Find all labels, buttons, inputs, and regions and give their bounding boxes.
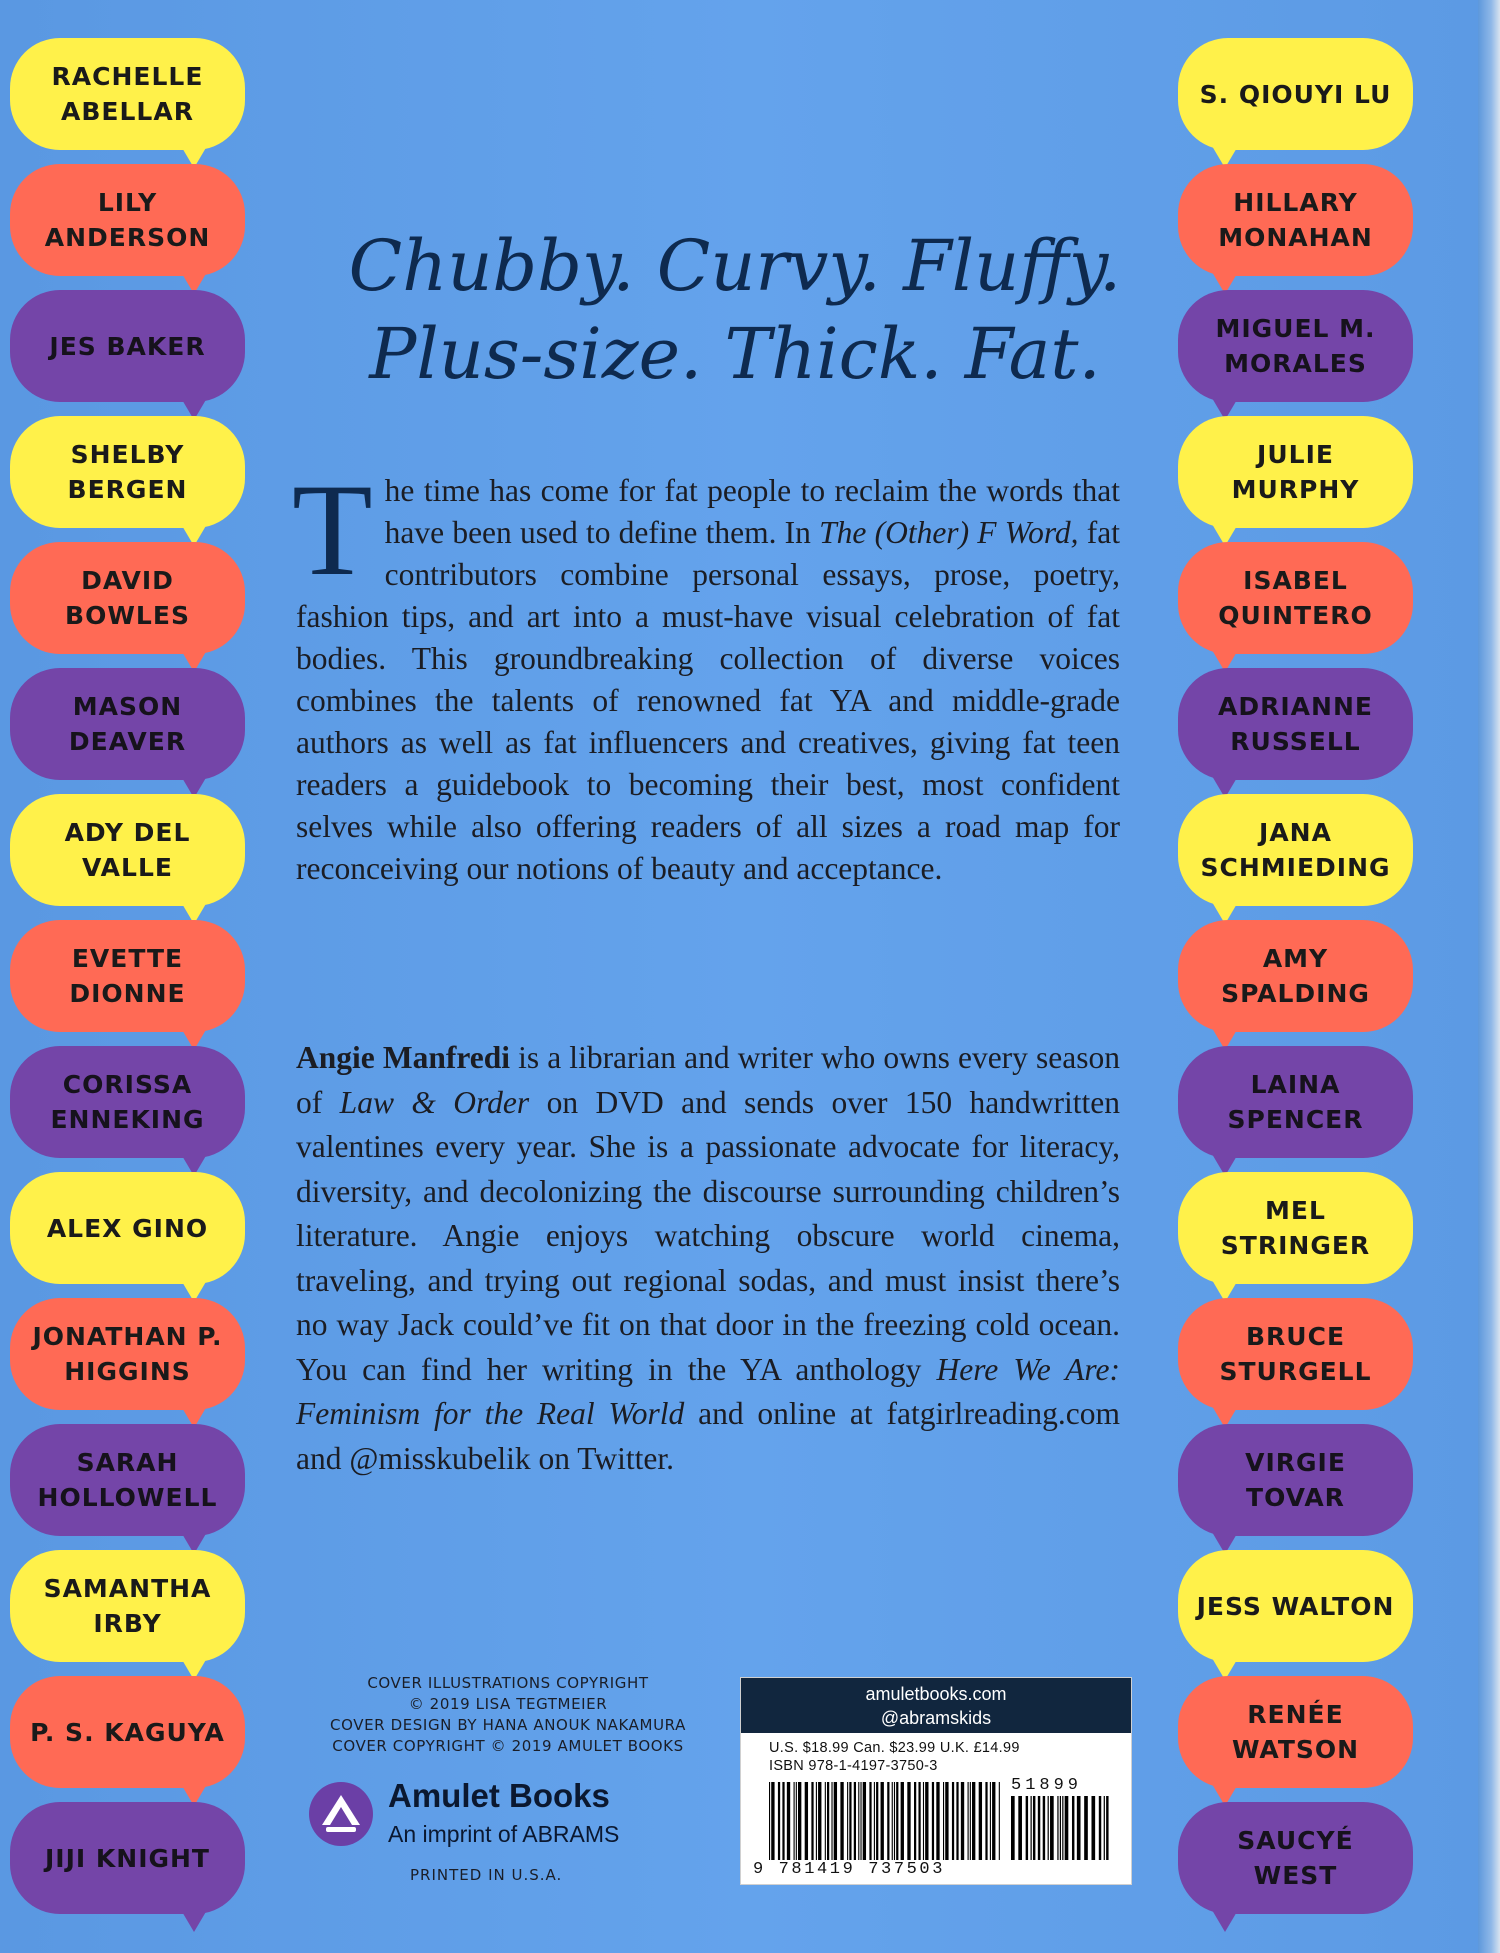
barcode-bar — [925, 1782, 928, 1860]
publisher-logo — [308, 1775, 728, 1855]
drop-cap: T — [292, 456, 373, 603]
barcode-bar — [860, 1782, 861, 1860]
publisher-imprint: An imprint of ABRAMS — [388, 1821, 620, 1847]
barcode-bar — [1026, 1796, 1028, 1860]
contributor-bubble — [1178, 1172, 1413, 1284]
contributor-bubble — [10, 1172, 245, 1284]
bubble-tail — [181, 1910, 207, 1932]
contributor-bubble — [1178, 1298, 1413, 1410]
barcode-bar — [999, 1782, 1000, 1860]
contributor-bubble — [10, 1046, 245, 1158]
barcode-bar — [881, 1782, 884, 1860]
contributor-name: JES BAKER — [49, 331, 206, 361]
contributor-name: MIGUEL M. MORALES — [1215, 314, 1376, 378]
barcode-bar — [1043, 1796, 1045, 1860]
price-line: U.S. $18.99 Can. $23.99 U.K. £14.99 — [769, 1740, 1020, 1756]
barcode-bar — [1104, 1796, 1105, 1860]
contributor-bubble — [1178, 794, 1413, 906]
barcode-bar — [778, 1782, 780, 1860]
barcode-bar — [968, 1782, 969, 1860]
contributor-name: ADY DEL VALLE — [64, 818, 191, 882]
barcode-bar — [771, 1782, 774, 1860]
barcode-bar — [811, 1782, 813, 1860]
contributor-name: AMY SPALDING — [1221, 944, 1370, 1008]
contributor-name: ISABEL QUINTERO — [1218, 566, 1373, 630]
barcode-bar — [805, 1782, 808, 1860]
author-bio — [296, 1036, 1120, 1481]
barcode-bar — [1091, 1796, 1095, 1860]
barcode-bar — [887, 1782, 889, 1860]
contributor-name: RACHELLE ABELLAR — [51, 62, 204, 126]
anthology-title: Here We Are: Feminism for the Real World — [296, 1351, 1120, 1431]
contributor-bubble — [10, 542, 245, 654]
barcode-header — [741, 1678, 1131, 1733]
publisher-website: amuletbooks.com — [865, 1684, 1007, 1704]
blurb-text-2: fat contributors combine personal essays, prose, poetry, fashion tips, and art into a must-have visual celebration of fat bodies. This groundbreaking collection of diverse voices combines the talents of renowned fat YA and middle-grade authors as well as fat influencers and creatives, giving fat teen readers a guidebook to becoming their best, most confident selves while also offering readers of all sizes a road map for reconceiving our notions of beauty and acceptance. — [296, 515, 1120, 886]
tagline-line-2: Plus-size. Thick. Fat. — [369, 313, 1101, 395]
barcode-bar — [782, 1782, 784, 1860]
contributor-name: MEL STRINGER — [1220, 1196, 1371, 1260]
barcode-bar — [874, 1782, 875, 1860]
tagline-line-1: Chubby. Curvy. Fluffy. — [348, 225, 1122, 307]
contributor-bubble — [1178, 1676, 1413, 1788]
barcode-bar — [869, 1782, 871, 1860]
contributor-name: MASON DEAVER — [68, 692, 187, 756]
contributor-bubble — [1178, 164, 1413, 276]
contributor-bubble — [10, 1802, 245, 1914]
contributor-bubble — [1178, 290, 1413, 402]
ean-barcode — [769, 1782, 1001, 1860]
show-title: Law & Order — [339, 1084, 530, 1120]
spine-edge — [1478, 0, 1500, 1953]
book-description — [292, 456, 1120, 890]
contributor-name: VIRGIE TOVAR — [1245, 1448, 1346, 1512]
barcode-bar — [1038, 1796, 1040, 1860]
barcode-bar — [834, 1782, 837, 1860]
amulet-books-logo-icon — [308, 1781, 374, 1847]
bubble-tail — [1212, 1910, 1238, 1932]
credit-line: COVER COPYRIGHT © 2019 AMULET BOOKS — [332, 1737, 684, 1755]
credit-line: COVER ILLUSTRATIONS COPYRIGHT — [367, 1674, 649, 1692]
contributor-bubble — [10, 1424, 245, 1536]
contributor-name: S. QIOUYI LU — [1199, 79, 1392, 109]
barcode-bar — [943, 1782, 944, 1860]
credit-line: COVER DESIGN BY HANA ANOUK NAKAMURA — [330, 1716, 686, 1734]
author-name: Angie Manfredi — [296, 1040, 511, 1075]
contributor-name: BRUCE STURGELL — [1219, 1322, 1372, 1386]
barcode-bar — [769, 1782, 770, 1860]
contributor-bubble — [1178, 920, 1413, 1032]
book-title: The (Other) F Word, — [819, 515, 1079, 550]
barcode-bar — [936, 1782, 939, 1860]
barcode-bar — [816, 1782, 817, 1860]
contributor-bubble — [10, 920, 245, 1032]
publisher-social: @abramskids — [880, 1708, 992, 1728]
barcode-bar — [847, 1782, 848, 1860]
barcode-bar — [1072, 1796, 1074, 1860]
contributor-name: LILY ANDERSON — [44, 188, 211, 252]
barcode-bar — [896, 1782, 898, 1860]
barcode-bar — [961, 1782, 964, 1860]
barcode-bar — [992, 1782, 995, 1860]
barcode-bar — [1099, 1796, 1101, 1860]
barcode-bar — [979, 1782, 982, 1860]
contributor-bubble — [1178, 38, 1413, 150]
contributor-bubble — [10, 164, 245, 276]
barcode-bar — [827, 1782, 829, 1860]
contributor-name: JONATHAN P. HIGGINS — [32, 1322, 223, 1386]
barcode-bar — [1084, 1796, 1088, 1860]
barcode-bar — [825, 1782, 826, 1860]
contributor-bubble — [10, 416, 245, 528]
barcode-bar — [1018, 1796, 1022, 1860]
barcode-bar — [1048, 1796, 1049, 1860]
barcode-bar — [1011, 1796, 1015, 1860]
contributors-right-column — [1178, 38, 1423, 1928]
contributor-name: ALEX GINO — [46, 1213, 209, 1243]
contributor-bubble — [10, 290, 245, 402]
contributor-name: EVETTE DIONNE — [69, 944, 186, 1008]
contributor-bubble — [1178, 1550, 1413, 1662]
barcode-bar — [1060, 1796, 1061, 1860]
barcode-bar — [914, 1782, 916, 1860]
barcode-bar — [894, 1782, 895, 1860]
bio-text-2: on DVD and sends over 150 handwritten valentines every year. She is a passionate advocate for literacy, diversity, and decolonizing the discourse surrounding children’s literature. Angie enjoys watching obscure world cinema, traveling, and trying out regional sodas, and must insist there’s no way Jack could’ve fit on that door in the freezing cold ocean. You can find her writing in the YA anthology — [296, 1084, 1121, 1387]
contributor-name: ADRIANNE RUSSELL — [1218, 692, 1373, 756]
barcode-bar — [1062, 1796, 1063, 1860]
barcode-bar — [818, 1782, 821, 1860]
contributor-bubble — [10, 1298, 245, 1410]
price-addon-number: 51899 — [1011, 1776, 1083, 1795]
barcode-bar — [831, 1782, 832, 1860]
isbn-line: ISBN 978-1-4197-3750-3 — [769, 1758, 938, 1774]
barcode-bar — [796, 1782, 797, 1860]
barcode-bar — [990, 1782, 991, 1860]
barcode-bar — [1065, 1796, 1069, 1860]
barcode-bar — [1077, 1796, 1081, 1860]
contributor-bubble — [10, 1676, 245, 1788]
barcode-bar — [840, 1782, 843, 1860]
bio-text-3: and online at fatgirlreading.com and @misskubelik on Twitter. — [296, 1396, 1120, 1476]
barcode-bar — [972, 1782, 975, 1860]
bio-text-1: is a librarian and writer who owns every season of — [296, 1040, 1120, 1120]
blurb-text-1: he time has come for fat people to reclaim the words that have been used to define them. In — [384, 473, 1120, 550]
contributor-name: P. S. KAGUYA — [30, 1717, 225, 1747]
contributor-bubble — [1178, 1424, 1413, 1536]
barcode-bar — [985, 1782, 987, 1860]
barcode-bar — [945, 1782, 948, 1860]
contributor-name: JESS WALTON — [1196, 1591, 1395, 1621]
ean-number: 9 781419 737503 — [753, 1860, 946, 1879]
contributor-bubble — [10, 1550, 245, 1662]
barcode-bar — [1057, 1796, 1058, 1860]
barcode-bar — [1050, 1796, 1054, 1860]
barcode-bar — [787, 1782, 790, 1860]
contributor-name: JULIE MURPHY — [1231, 440, 1360, 504]
barcode-bar — [1031, 1796, 1032, 1860]
contributor-name: SAMANTHA IRBY — [43, 1574, 212, 1638]
publisher-name: Amulet Books — [388, 1777, 610, 1814]
barcode-bar — [876, 1782, 878, 1860]
contributor-bubble — [10, 794, 245, 906]
barcode-bar — [918, 1782, 920, 1860]
cover-credits — [278, 1673, 738, 1757]
barcode-bar — [956, 1782, 958, 1860]
barcode-bar — [970, 1782, 971, 1860]
barcode-bar — [907, 1782, 910, 1860]
addon-barcode — [1011, 1796, 1111, 1860]
contributor-name: SARAH HOLLOWELL — [37, 1448, 218, 1512]
barcode-bar — [1106, 1796, 1108, 1860]
contributor-name: JIJI KNIGHT — [44, 1843, 210, 1873]
barcode-bar — [901, 1782, 904, 1860]
contributor-bubble — [1178, 1802, 1413, 1914]
contributor-bubble — [1178, 542, 1413, 654]
barcode-bar — [1033, 1796, 1035, 1860]
credit-line: © 2019 LISA TEGTMEIER — [408, 1695, 608, 1713]
contributor-bubble — [1178, 668, 1413, 780]
barcode-bar — [892, 1782, 893, 1860]
tagline — [270, 222, 1200, 398]
barcode-bar — [932, 1782, 934, 1860]
barcode-bar — [952, 1782, 954, 1860]
contributor-name: LAINA SPENCER — [1227, 1070, 1364, 1134]
contributor-bubble — [10, 38, 245, 150]
contributor-name: SAUCYÉ WEST — [1237, 1826, 1354, 1890]
barcode-bar — [798, 1782, 801, 1860]
barcode-bar — [849, 1782, 851, 1860]
barcode-bar — [854, 1782, 856, 1860]
printed-in: PRINTED IN U.S.A. — [410, 1866, 563, 1884]
contributor-name: DAVID BOWLES — [65, 566, 190, 630]
barcode-bar — [863, 1782, 866, 1860]
contributor-name: SHELBY BERGEN — [67, 440, 188, 504]
contributor-name: CORISSA ENNEKING — [50, 1070, 205, 1134]
barcode-bar — [858, 1782, 859, 1860]
contributor-bubble — [1178, 1046, 1413, 1158]
contributor-name: HILLARY MONAHAN — [1218, 188, 1373, 252]
contributor-bubble — [10, 668, 245, 780]
contributors-left-column — [10, 38, 255, 1928]
contributor-name: JANA SCHMIEDING — [1200, 818, 1391, 882]
barcode-panel — [740, 1677, 1132, 1885]
contributor-bubble — [1178, 416, 1413, 528]
contributor-name: RENÉE WATSON — [1231, 1700, 1360, 1764]
barcode-bar — [923, 1782, 924, 1860]
barcode-bar — [794, 1782, 795, 1860]
